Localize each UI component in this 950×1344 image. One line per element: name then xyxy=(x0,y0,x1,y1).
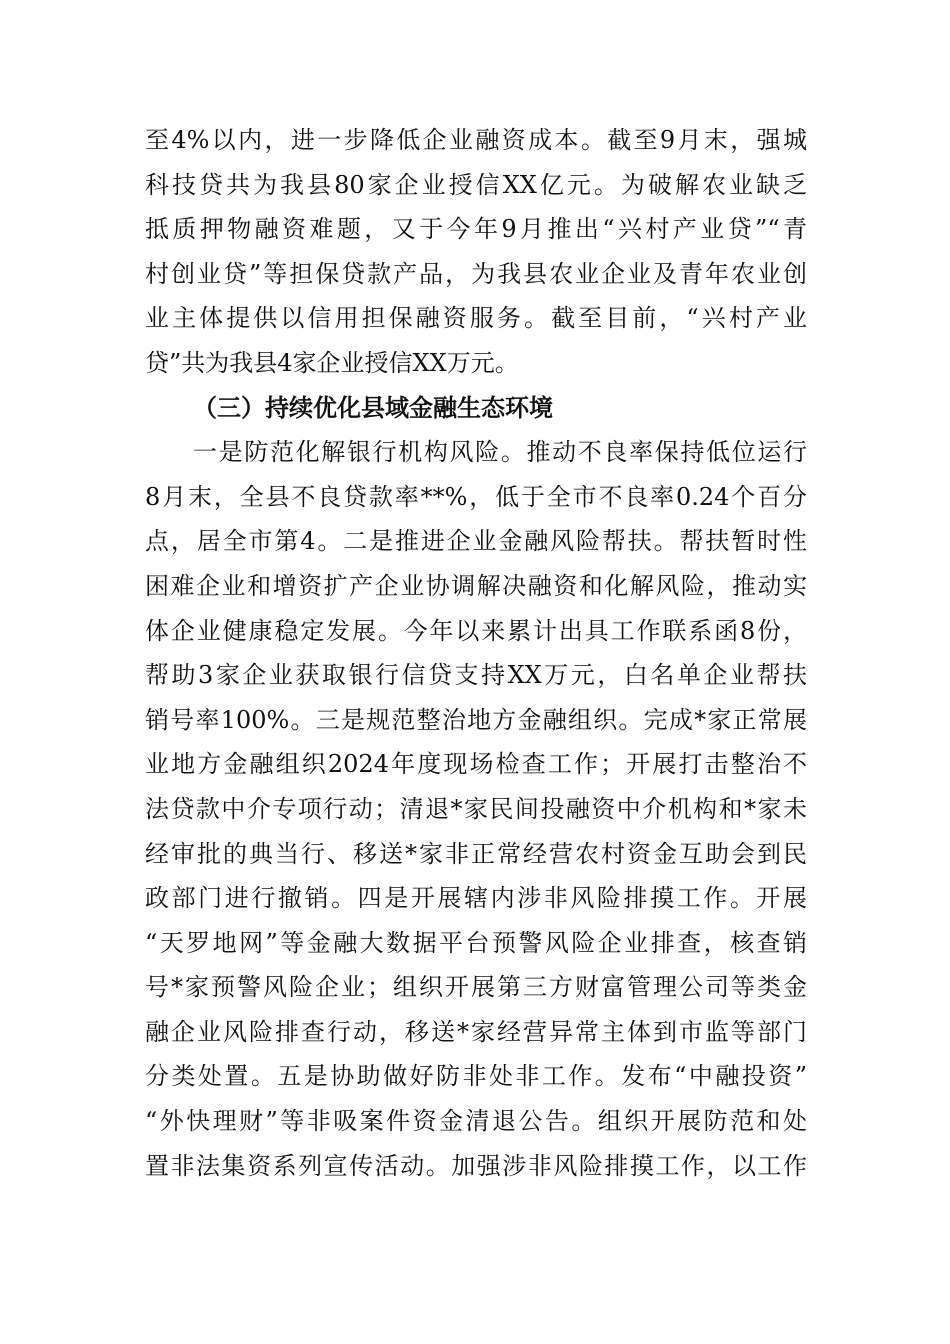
text-line: 体企业健康稳定发展。今年以来累计出具工作联系函8份， xyxy=(145,616,807,645)
text-line: 科技贷共为我县80家企业授信XX亿元。为破解农业缺乏 xyxy=(145,170,807,199)
text-line: 点，居全市第4。二是推进企业金融风险帮扶。帮扶暂时性 xyxy=(145,527,807,556)
text-line: 困难企业和增资扩产企业协调解决融资和化解风险，推动实 xyxy=(145,571,807,600)
text-line: 村创业贷”等担保贷款产品，为我县农业企业及青年农业创 xyxy=(145,259,807,288)
text-line: 政部门进行撤销。四是开展辖内涉非风险排摸工作。开展 xyxy=(145,884,807,913)
text-line: 融企业风险排查行动，移送*家经营异常主体到市监等部门 xyxy=(145,1017,807,1046)
text-line: 号*家预警风险企业；组织开展第三方财富管理公司等类金 xyxy=(145,973,807,1002)
text-line: 分类处置。五是协助做好防非处非工作。发布“中融投资” xyxy=(145,1062,807,1091)
text-line: 销号率100%。三是规范整治地方金融组织。完成*家正常展 xyxy=(145,705,807,734)
text-line: 抵质押物融资难题，又于今年9月推出“兴村产业贷”“青 xyxy=(145,215,807,244)
text-line: “天罗地网”等金融大数据平台预警风险企业排查，核查销 xyxy=(145,928,807,957)
text-line: 业地方金融组织2024年度现场检查工作；开展打击整治不 xyxy=(145,750,807,779)
section-heading: （三）持续优化县域金融生态环境 xyxy=(193,392,553,422)
text-line: 一是防范化解银行机构风险。推动不良率保持低位运行 xyxy=(193,438,807,467)
text-line: 置非法集资系列宣传活动。加强涉非风险排摸工作，以工作 xyxy=(145,1151,807,1180)
text-line: 帮助3家企业获取银行信贷支持XX万元，白名单企业帮扶 xyxy=(145,661,807,690)
text-line: 经审批的典当行、移送*家非正常经营农村资金互助会到民 xyxy=(145,839,807,868)
document-body xyxy=(145,118,807,1188)
text-line: 至4%以内，进一步降低企业融资成本。截至9月末，强城 xyxy=(145,126,807,154)
text-line: “外快理财”等非吸案件资金清退公告。组织开展防范和处 xyxy=(145,1107,807,1136)
text-line: 法贷款中介专项行动；清退*家民间投融资中介机构和*家未 xyxy=(145,794,807,823)
text-line: 8月末，全县不良贷款率**%，低于全市不良率0.24个百分 xyxy=(145,482,807,511)
text-line: 贷”共为我县4家企业授信XX万元。 xyxy=(145,348,519,377)
text-line: 业主体提供以信用担保融资服务。截至目前，“兴村产业 xyxy=(145,304,807,333)
